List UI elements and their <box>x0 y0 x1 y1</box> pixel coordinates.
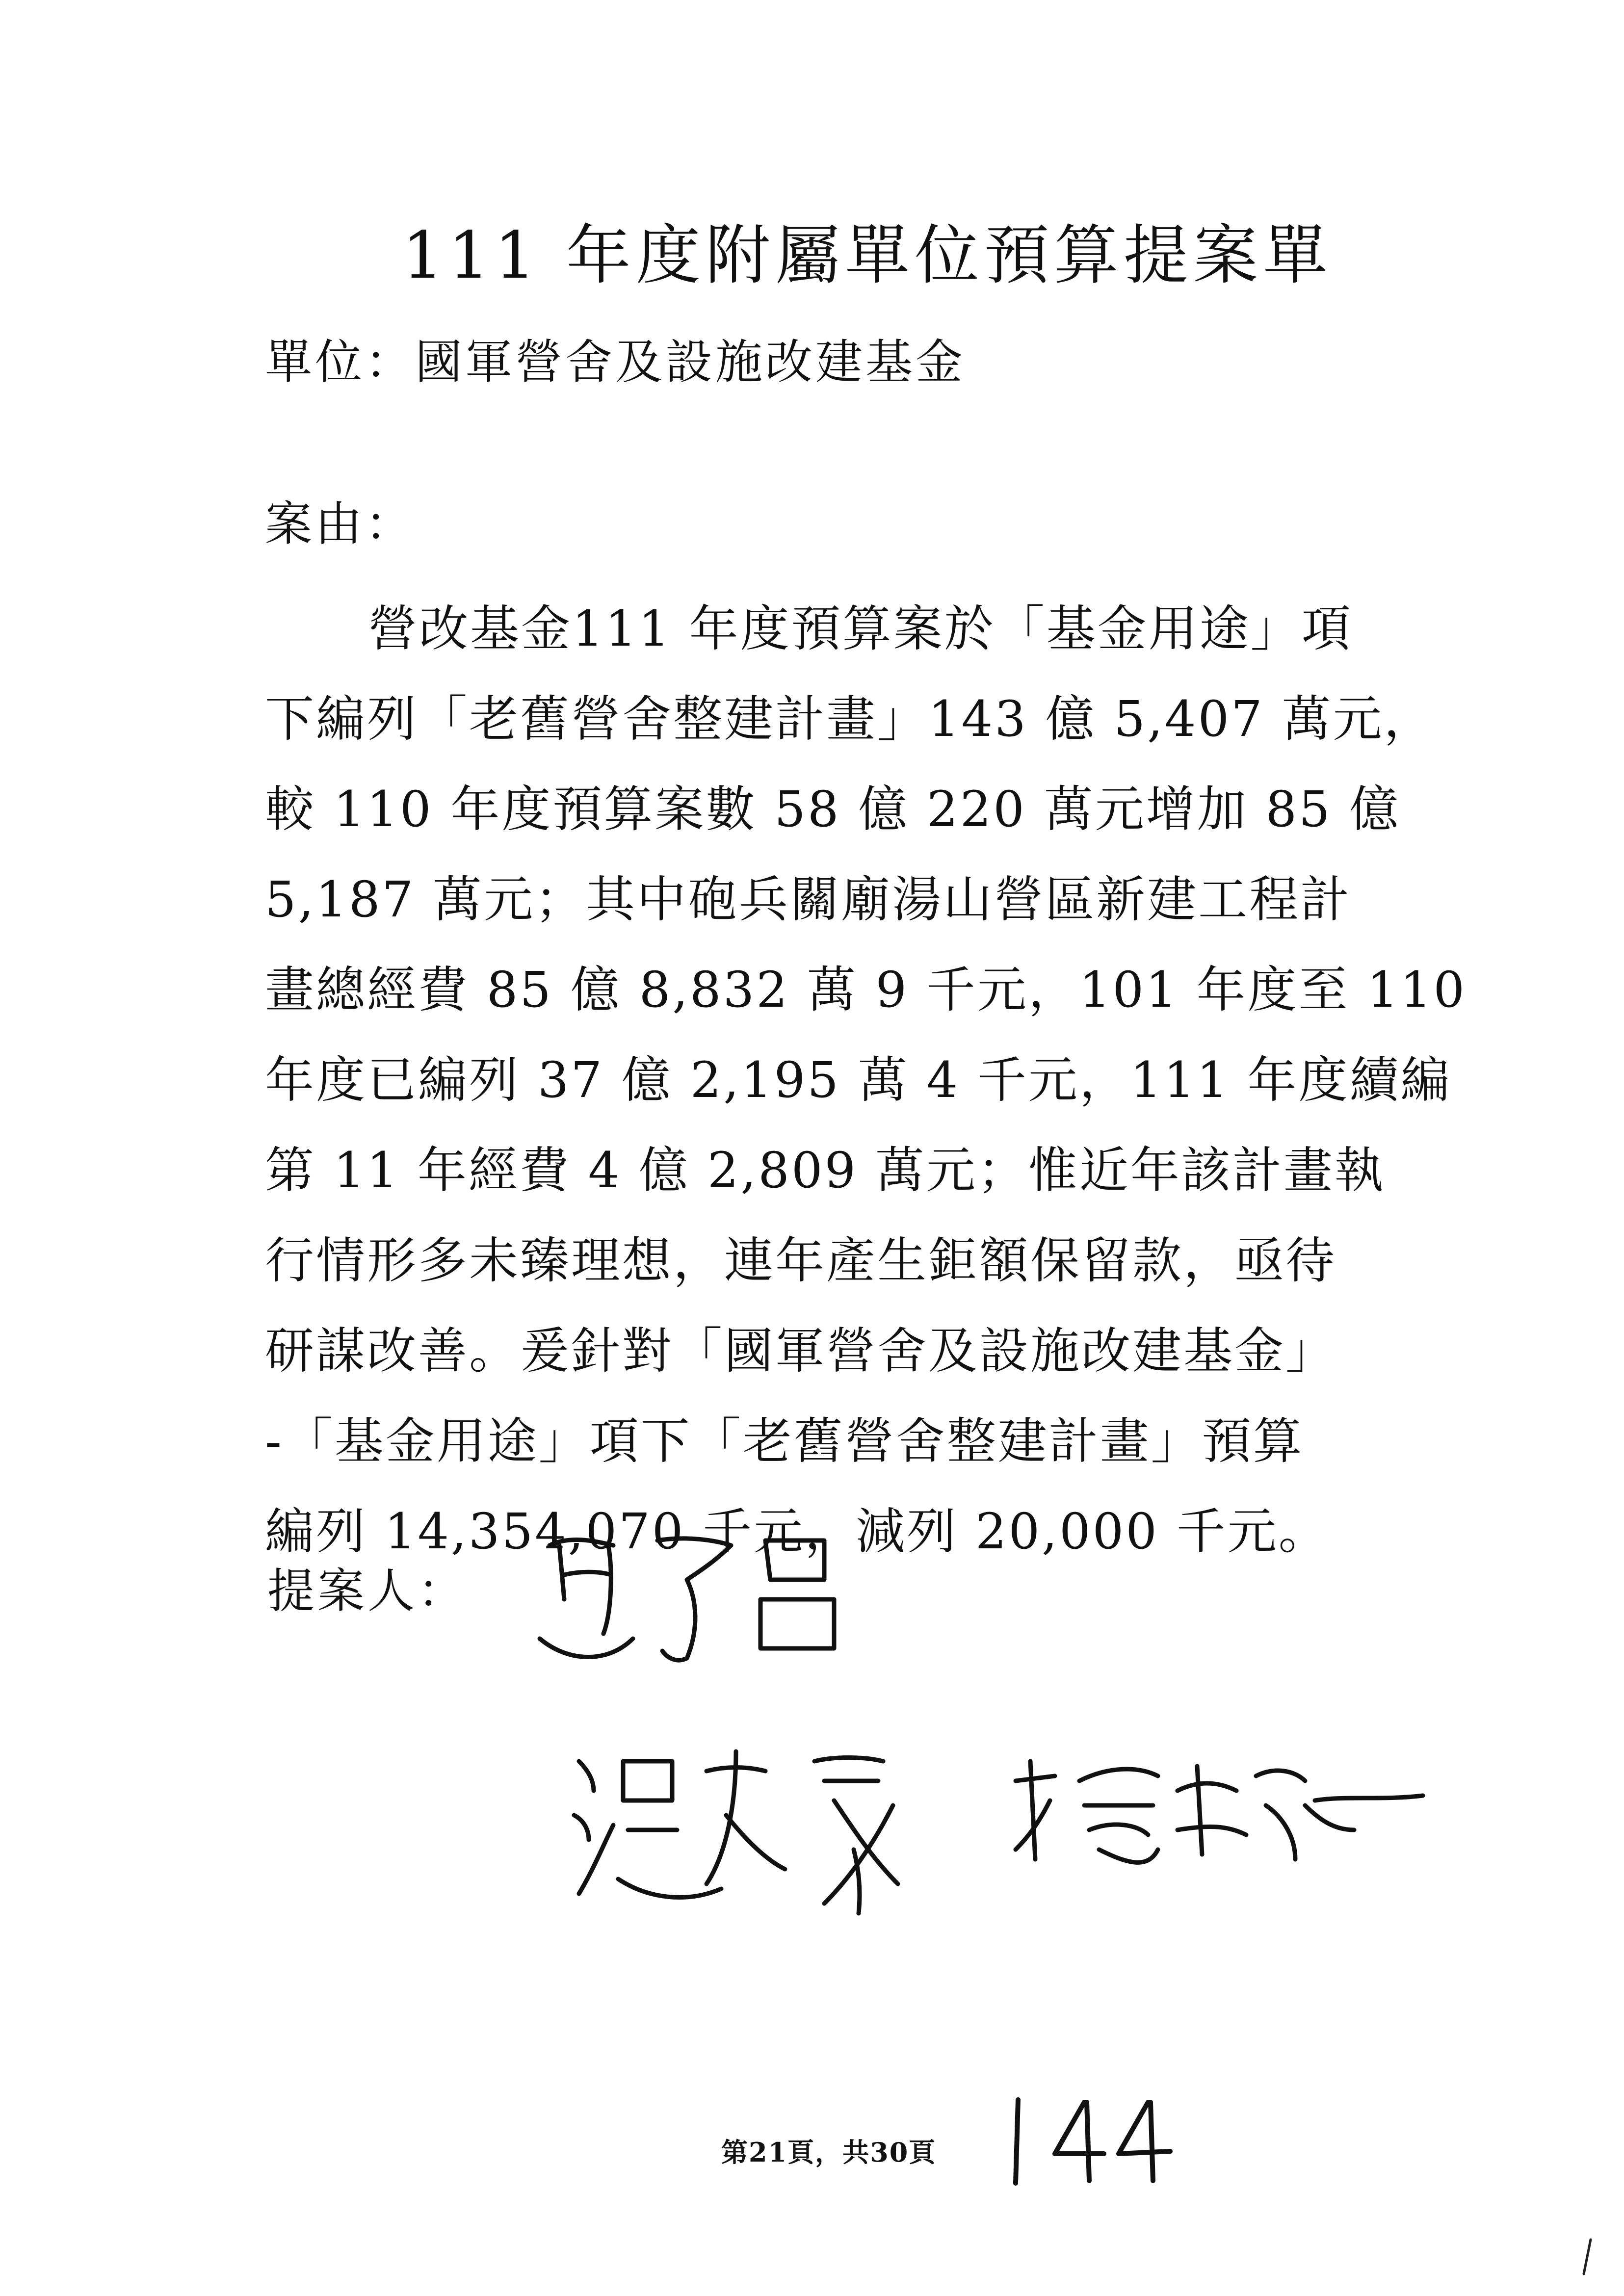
signature-3 <box>1001 1737 1433 1894</box>
body-line: 行情形多未臻理想，連年產生鉅額保留款，亟待 <box>265 1232 1336 1289</box>
body-line: 營改基金111 年度預算案於「基金用途」項 <box>368 600 1353 657</box>
body-line: -「基金用途」項下「老舊營舍整建計畫」預算 <box>265 1412 1304 1470</box>
unit-line: 單位：國軍營舍及設施改建基金 <box>265 335 966 390</box>
corner-mark <box>1580 2237 1595 2276</box>
body-line: 下編列「老舊營舍整建計畫」143 億 5,407 萬元， <box>265 690 1435 748</box>
handwritten-page-number <box>1001 2090 1178 2188</box>
signature-1 <box>530 1516 864 1683</box>
body-line: 研謀改善。爰針對「國軍營舍及設施改建基金」 <box>265 1322 1336 1380</box>
reason-label: 案由： <box>265 496 415 551</box>
body-line: 第 11 年經費 4 億 2,809 萬元；惟近年該計畫執 <box>265 1142 1386 1199</box>
proposer-label: 提案人： <box>267 1564 468 1618</box>
body-line: 畫總經費 85 億 8,832 萬 9 千元，101 年度至 110 <box>265 961 1467 1018</box>
page-indicator: 第21頁，共30頁 <box>721 2137 937 2168</box>
body-line: 年度已編列 37 億 2,195 萬 4 千元，111 年度續編 <box>265 1051 1452 1109</box>
body-line: 編列 14,354,070 千元，減列 20,000 千元。 <box>265 1503 1330 1560</box>
document-title: 111 年度附屬單位預算提案單 <box>402 218 1333 293</box>
reason-body <box>265 584 1467 1577</box>
signature-2 <box>559 1732 932 1918</box>
body-line: 5,187 萬元；其中砲兵關廟湯山營區新建工程計 <box>265 871 1352 928</box>
body-line: 較 110 年度預算案數 58 億 220 萬元增加 85 億 <box>265 781 1401 838</box>
